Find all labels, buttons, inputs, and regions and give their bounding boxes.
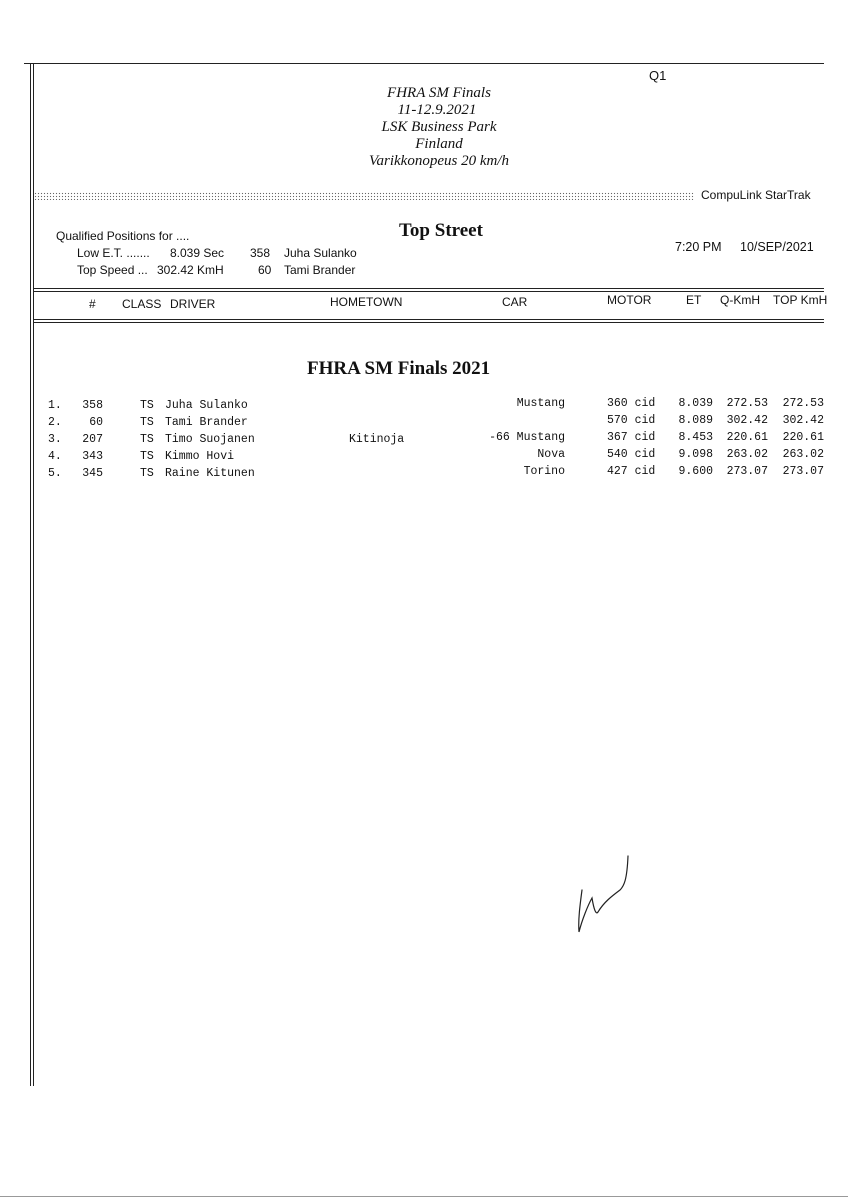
position: 2.: [48, 416, 62, 429]
driver: Kimmo Hovi: [165, 450, 235, 463]
brand-label: CompuLink StarTrak: [701, 188, 811, 202]
qualified-label: Qualified Positions for ....: [56, 229, 190, 243]
car-number: 345: [82, 467, 103, 480]
col-motor: MOTOR: [607, 293, 652, 307]
col-driver: DRIVER: [170, 297, 216, 311]
top-kmh: 302.42: [782, 414, 824, 427]
driver: Timo Suojanen: [165, 433, 255, 446]
driver: Raine Kitunen: [165, 467, 255, 480]
low-et-driver: Juha Sulanko: [284, 246, 357, 260]
event-note: Varikkonopeus 20 km/h: [369, 153, 509, 169]
top-kmh: 273.07: [782, 465, 824, 478]
event-dates: 11-12.9.2021: [397, 102, 477, 118]
hometown: Kitinoja: [349, 433, 405, 446]
top-kmh: 220.61: [782, 431, 824, 444]
event-country: Finland: [415, 136, 463, 152]
top-speed-label: Top Speed ...: [77, 263, 148, 277]
bottom-edge: [0, 1196, 848, 1197]
et: 8.039: [678, 397, 713, 410]
report-date: 10/SEP/2021: [740, 240, 814, 254]
q-kmh: 220.61: [726, 431, 768, 444]
column-header-rule-top2: [34, 291, 824, 292]
q-kmh: 272.53: [726, 397, 768, 410]
driver: Tami Brander: [165, 416, 248, 429]
class: TS: [140, 433, 154, 446]
top-speed-value: 302.42 KmH: [157, 263, 224, 277]
low-et-value: 8.039 Sec: [170, 246, 225, 260]
car: Mustang: [516, 397, 565, 410]
col-class: CLASS: [122, 297, 162, 311]
car: -66 Mustang: [489, 431, 565, 444]
car-number: 60: [89, 416, 103, 429]
position: 5.: [48, 467, 62, 480]
q-kmh: 263.02: [726, 448, 768, 461]
low-et-number: 358: [250, 246, 271, 260]
class: TS: [140, 450, 154, 463]
q-kmh: 302.42: [726, 414, 768, 427]
top-speed-driver: Tami Brander: [284, 263, 356, 277]
et: 8.089: [678, 414, 713, 427]
motor: 570 cid: [607, 414, 656, 427]
motor: 540 cid: [607, 448, 656, 461]
position: 4.: [48, 450, 62, 463]
low-et-label: Low E.T. .......: [77, 246, 150, 260]
motor: 360 cid: [607, 397, 656, 410]
section-title: FHRA SM Finals 2021: [307, 358, 491, 379]
class: TS: [140, 416, 154, 429]
car-number: 343: [82, 450, 103, 463]
column-header-rule-bottom: [34, 319, 824, 320]
position: 1.: [48, 399, 62, 412]
event-venue: LSK Business Park: [381, 119, 497, 135]
car: Torino: [523, 465, 565, 478]
et: 9.098: [678, 448, 713, 461]
table-row: [0, 467, 848, 484]
left-border: [30, 63, 31, 1086]
column-header-rule-top: [34, 288, 824, 289]
top-kmh: 272.53: [782, 397, 824, 410]
page-code: Q1: [649, 68, 667, 83]
top-kmh: 263.02: [782, 448, 824, 461]
motor: 427 cid: [607, 465, 656, 478]
class: TS: [140, 399, 154, 412]
class: TS: [140, 467, 154, 480]
car: Nova: [537, 448, 565, 461]
et: 9.600: [678, 465, 713, 478]
col-topkmh: TOP KmH: [773, 293, 828, 307]
column-header-rule-bottom2: [34, 322, 824, 323]
left-border-inner: [33, 63, 34, 1086]
class-title: Top Street: [399, 220, 483, 241]
signature: [570, 850, 640, 940]
event-title: FHRA SM Finals: [387, 85, 491, 101]
report-time: 7:20 PM: [675, 240, 722, 254]
header-dotted-band: [34, 192, 694, 200]
top-border: [24, 63, 824, 64]
col-number: #: [89, 297, 96, 311]
car-number: 358: [82, 399, 103, 412]
q-kmh: 273.07: [726, 465, 768, 478]
top-speed-number: 60: [258, 263, 272, 277]
col-car: CAR: [502, 295, 528, 309]
col-qkmh: Q-KmH: [720, 293, 760, 307]
col-hometown: HOMETOWN: [330, 295, 403, 309]
et: 8.453: [678, 431, 713, 444]
col-et: ET: [686, 293, 702, 307]
motor: 367 cid: [607, 431, 656, 444]
position: 3.: [48, 433, 62, 446]
car-number: 207: [82, 433, 103, 446]
driver: Juha Sulanko: [165, 399, 248, 412]
